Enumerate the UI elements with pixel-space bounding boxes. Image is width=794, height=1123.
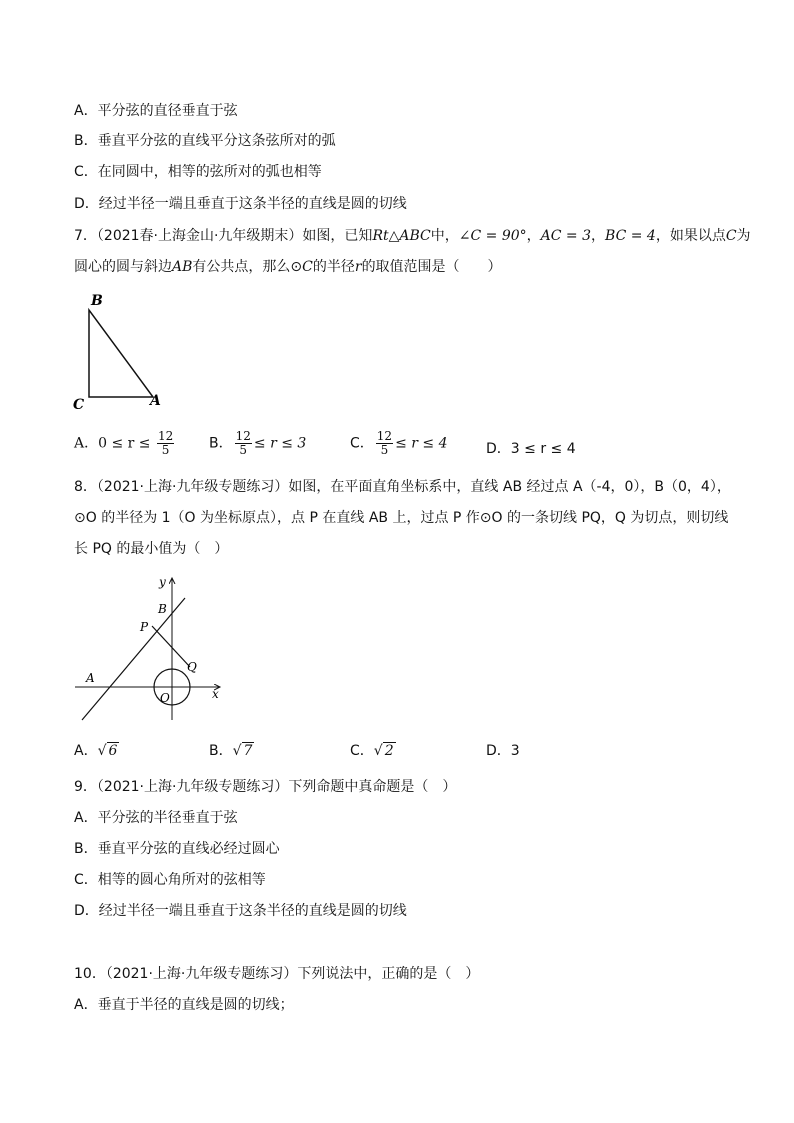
numerator: 12	[235, 429, 251, 443]
option-label: B．	[209, 743, 233, 759]
q6-option-b: B．垂直平分弦的直线平分这条弦所对的弧	[74, 133, 336, 149]
option-text: ≤ r ≤ 4	[395, 435, 448, 452]
radicand: 2	[384, 743, 394, 759]
label-b: B	[91, 293, 103, 309]
triangle-abc	[89, 310, 153, 397]
q7-option-c	[350, 430, 447, 457]
denominator: 5	[239, 443, 248, 457]
q7-rt: Rt	[372, 228, 389, 244]
q8-option-b	[209, 740, 254, 760]
segment-pq	[152, 626, 190, 667]
q7-stem-text: 为	[736, 228, 751, 244]
q6-option-a: A．平分弦的直径垂直于弦	[74, 103, 238, 119]
sqrt-symbol: √ 2	[373, 743, 394, 759]
q9-option-c: C．相等的圆心角所对的弦相等	[74, 872, 266, 888]
label-p: P	[140, 620, 149, 634]
q6-option-d: D．经过半径一端且垂直于这条半径的直线是圆的切线	[74, 196, 407, 212]
q7-stem-text: 的取值范围是（ ）	[361, 259, 502, 275]
label-a: A	[86, 671, 95, 685]
q8-option-d: D．3	[486, 743, 520, 759]
label-a: A	[150, 393, 161, 409]
fraction	[157, 430, 174, 457]
denominator: 5	[161, 443, 170, 457]
q7-stem-text: ，	[526, 228, 541, 244]
q9-option-d: D．经过半径一端且垂直于这条半径的直线是圆的切线	[74, 903, 407, 919]
q10-stem: 10．（2021·上海·九年级专题练习）下列说法中，正确的是（ ）	[74, 966, 480, 982]
option-label: C．	[350, 743, 374, 759]
q7-option-b	[209, 430, 306, 457]
sqrt-symbol: √ 7	[232, 743, 253, 759]
q7-stem-text: 7．（2021春·上海金山·九年级期末）如图，已知	[74, 228, 373, 244]
q7-triangle-figure	[70, 290, 170, 415]
sqrt-symbol: √ 6	[97, 743, 118, 759]
q7-bc: BC = 4	[605, 228, 656, 244]
q7-ab: AB	[172, 259, 193, 275]
fraction	[235, 430, 252, 457]
label-y: y	[159, 575, 166, 589]
q8-stem-line2: ⊙O 的半径为 1（O 为坐标原点），点 P 在直线 AB 上，过点 P 作⊙O 的一条切线 PQ，Q 为切点，则切线	[74, 510, 729, 526]
q7-stem-text: 的半径	[312, 259, 355, 275]
q9-option-a: A．平分弦的半径垂直于弦	[74, 810, 238, 826]
denominator: 5	[380, 443, 389, 457]
label-x: x	[212, 687, 219, 701]
option-label: B．	[209, 435, 233, 452]
q7-stem-line2	[74, 257, 502, 277]
q7-stem-text: ，	[591, 228, 606, 244]
option-label: C．	[350, 435, 374, 452]
q6-option-c: C．在同圆中，相等的弦所对的弧也相等	[74, 164, 322, 180]
q7-stem-text: 中，	[430, 228, 459, 244]
numerator: 12	[157, 429, 174, 443]
q7-option-d: D．3 ≤ r ≤ 4	[486, 441, 576, 457]
option-label: A．	[74, 743, 98, 759]
option-text: ≤ r ≤ 3	[253, 435, 307, 452]
q7-point-c: C	[725, 228, 737, 244]
option-text: A．0 ≤ r ≤	[74, 435, 151, 452]
q9-option-b: B．垂直平分弦的直线必经过圆心	[74, 841, 280, 857]
q7-stem-text: 圆心的圆与斜边	[74, 259, 172, 275]
q8-options	[74, 740, 634, 762]
q7-options	[74, 430, 634, 466]
q7-stem-line1	[74, 226, 751, 246]
q8-stem-line3: 长 PQ 的最小值为（ ）	[74, 541, 229, 557]
q8-stem-line1: 8．（2021·上海·九年级专题练习）如图，在平面直角坐标系中，直线 AB 经过点 A（-4，0），B（0，4），	[74, 479, 731, 495]
q7-r: r	[354, 259, 362, 275]
label-q: Q	[187, 660, 197, 674]
label-b: B	[158, 602, 167, 616]
radicand: 7	[243, 743, 253, 759]
q7-option-a	[74, 430, 176, 457]
radicand: 6	[108, 743, 118, 759]
label-c: C	[73, 397, 85, 413]
q7-ac: AC = 3	[540, 228, 592, 244]
q8-option-c	[350, 740, 396, 760]
q7-stem-text: 有公共点，那么⊙	[192, 259, 303, 275]
q10-option-a: A．垂直于半径的直线是圆的切线；	[74, 997, 294, 1013]
q7-point-c: C	[302, 259, 313, 275]
fraction	[376, 430, 393, 457]
q7-angle: ∠C = 90°	[458, 228, 527, 244]
q8-coordinate-figure	[70, 570, 230, 730]
numerator: 12	[376, 429, 393, 443]
label-o: O	[160, 691, 170, 705]
q7-stem-text: ，如果以点	[655, 228, 726, 244]
q7-triangle: △ABC	[388, 228, 431, 244]
q9-stem: 9．（2021·上海·九年级专题练习）下列命题中真命题是（ ）	[74, 779, 457, 795]
q8-option-a	[74, 740, 119, 760]
